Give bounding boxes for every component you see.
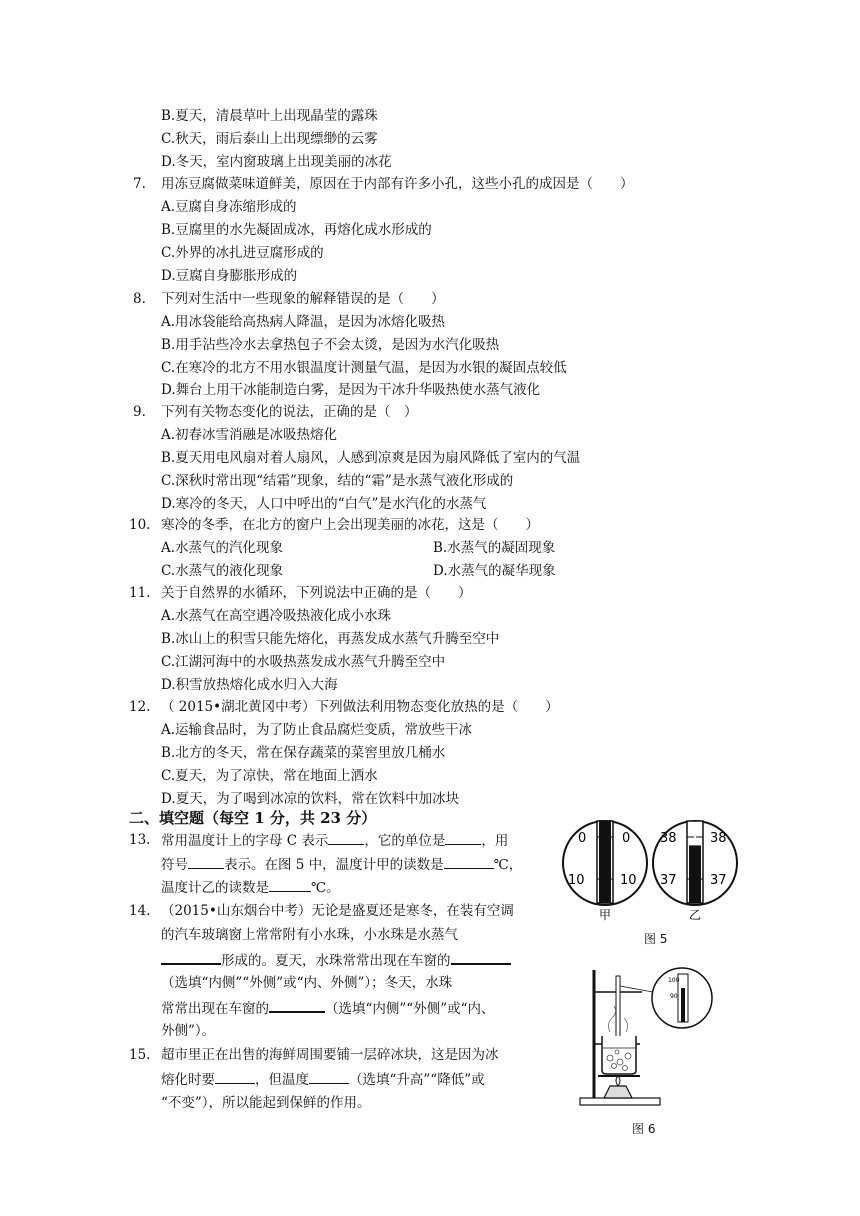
q10-option-d: D.水蒸气的凝华现象: [433, 563, 556, 579]
q7-option-a: A.豆腐自身冻缩形成的: [161, 199, 297, 215]
q15-text: ，但温度: [255, 1072, 309, 1088]
q13-text: 符号: [161, 857, 188, 873]
q15-line-2: [161, 1069, 485, 1090]
q12-option-d: D.夏天，为了喝到冰凉的饮料，常在饮料中加冰块: [161, 791, 460, 807]
q14-line-5: [161, 997, 495, 1019]
q7-number: 7.: [133, 176, 146, 192]
q13-text: ，它的单位是: [364, 833, 446, 849]
thermometer-yi-top-right: 38: [710, 831, 727, 846]
thermometer-jia-top-left: 0: [578, 831, 587, 846]
q13-number: 13.: [129, 832, 151, 848]
q12-option-c: C.夏天，为了凉快，常在地面上洒水: [161, 768, 378, 784]
thermometer-jia-top-right: 0: [622, 831, 631, 846]
q14-line-6: 外侧”）。: [161, 1023, 216, 1039]
answer-blank[interactable]: [445, 830, 481, 845]
q9-stem: 下列有关物态变化的说法，正确的是（ ）: [161, 404, 418, 420]
thermometer-jia-bottom-right: 10: [620, 873, 637, 888]
q13-text: ，用: [481, 833, 509, 849]
q6-option-c: C.秋天，雨后泰山上出现缥缈的云雾: [161, 131, 378, 147]
thermometer-jia-liquid: [599, 820, 611, 903]
q9-option-a: A.初春冰雪消融是冰吸热熔化: [161, 427, 338, 443]
q12-option-a: A.运输食品时，为了防止食品腐烂变质，常放些干冰: [161, 722, 473, 738]
answer-blank[interactable]: [328, 830, 364, 845]
alcohol-lamp: [604, 1086, 632, 1098]
answer-blank[interactable]: [269, 877, 311, 892]
q13-text: ℃，: [493, 857, 523, 873]
q9-number: 9.: [133, 404, 146, 420]
answer-blank[interactable]: [188, 854, 224, 869]
section-heading-fill-in: 二、填空题（每空 1 分，共 23 分）: [129, 809, 377, 827]
q13-text: 温度计乙的读数是: [161, 880, 269, 896]
q14-line-4: （选填“内侧”“外侧”或“内、外侧”）；冬天，水珠: [161, 975, 453, 991]
q13-line-1: [161, 830, 508, 851]
q15-line-3: “不变”），所以能起到保鲜的作用。: [161, 1095, 371, 1111]
thermometer-yi-bottom-right: 37: [710, 873, 727, 888]
thermometer-yi-liquid: [689, 845, 701, 903]
magnified-scale-mid: 90: [670, 993, 678, 1000]
answer-blank[interactable]: [215, 1069, 255, 1084]
q15-line-1: 超市里正在出售的海鲜周围要铺一层碎冰块，这是因为冰: [161, 1047, 499, 1063]
q7-option-c: C.外界的冰扎进豆腐形成的: [161, 245, 324, 261]
figure-6-apparatus: [570, 962, 720, 1112]
q12-number: 12.: [129, 699, 151, 715]
answer-blank[interactable]: [309, 1069, 349, 1084]
q14-line-2: 的汽车玻璃窗上常常附有小水珠，小水珠是水蒸气: [161, 927, 458, 943]
thermometer-yi-label: 乙: [689, 908, 702, 922]
q9-option-b: B.夏天用电风扇对着人扇风，人感到凉爽是因为扇风降低了室内的气温: [161, 450, 581, 466]
q15-text: （选填“升高”“降低”或: [349, 1072, 485, 1088]
q11-option-a: A.水蒸气在高空遇冷吸热液化成小水珠: [161, 608, 392, 624]
q8-option-b: B.用手沾些冷水去拿热包子不会太烫，是因为水汽化吸热: [161, 337, 500, 353]
q6-option-d: D.冬天，室内窗玻璃上出现美丽的冰花: [161, 154, 392, 170]
q8-option-c: C.在寒冷的北方不用水银温度计测量气温，是因为水银的凝固点较低: [161, 360, 567, 376]
answer-blank[interactable]: [161, 949, 221, 965]
q11-stem: 关于自然界的水循环，下列说法中正确的是（ ）: [161, 585, 472, 601]
q9-option-d: D.寒冷的冬天，人口中呼出的“白气”是水汽化的水蒸气: [161, 496, 487, 512]
thermometer-jia-bottom-left: 10: [568, 873, 585, 888]
q11-number: 11.: [129, 585, 151, 601]
q14-text: 形成的。夏天，水珠常常出现在车窗的: [221, 953, 451, 969]
q13-text: 常用温度计上的字母 C 表示: [161, 833, 329, 849]
thermometer-jia-label: 甲: [599, 908, 612, 922]
q14-text: （选填“内侧”“外侧”或“内、: [325, 1001, 495, 1017]
q12-stem: （ 2015•湖北黄冈中考）下列做法利用物态变化放热的是（ ）: [161, 699, 559, 715]
answer-blank[interactable]: [444, 854, 494, 869]
figure-6-caption: 图 6: [632, 1122, 656, 1136]
q13-line-3: [161, 877, 340, 898]
q8-stem: 下列对生活中一些现象的解释错误的是（ ）: [161, 291, 445, 307]
answer-blank[interactable]: [269, 997, 325, 1013]
q8-option-d: D.舞台上用干冰能制造白雾，是因为干冰升华吸热使水蒸气液化: [161, 382, 541, 398]
figure-5-caption: 图 5: [644, 932, 668, 946]
q12-option-b: B.北方的冬天，常在保存蔬菜的菜窖里放几桶水: [161, 745, 446, 761]
q13-text: 表示。在图 5 中，温度计甲的读数是: [224, 857, 444, 873]
q9-option-c: C.深秋时常出现“结霜”现象，结的“霜”是水蒸气液化形成的: [161, 473, 514, 489]
q10-option-b: B.水蒸气的凝固现象: [433, 540, 556, 556]
q15-text: 熔化时要: [161, 1072, 215, 1088]
stand-base: [580, 1098, 660, 1105]
q6-option-b: B.夏天，清晨草叶上出现晶莹的露珠: [161, 108, 378, 124]
thermometer-yi-top-left: 38: [660, 831, 677, 846]
magnified-thermometer-liquid: [681, 988, 685, 1022]
thermometer-yi-bottom-left: 37: [660, 873, 677, 888]
q7-stem: 用冻豆腐做菜味道鲜美，原因在于内部有许多小孔，这些小孔的成因是（ ）: [161, 176, 634, 192]
q7-option-d: D.豆腐自身膨胀形成的: [161, 268, 298, 284]
q8-number: 8.: [133, 291, 146, 307]
q10-option-a: A.水蒸气的汽化现象: [161, 540, 284, 556]
q11-option-c: C.江湖河海中的水吸热蒸发成水蒸气升腾至空中: [161, 654, 446, 670]
q10-number: 10.: [129, 517, 151, 533]
q8-option-a: A.用冰袋能给高热病人降温，是因为冰熔化吸热: [161, 314, 446, 330]
q14-text: 常常出现在车窗的: [161, 1001, 269, 1017]
figure-5-thermometers: [560, 815, 750, 925]
q14-line-3: [161, 949, 511, 971]
steam: [624, 1018, 628, 1032]
q15-number: 15.: [129, 1047, 151, 1063]
q13-line-2: [161, 854, 522, 875]
q10-stem: 寒冷的冬季，在北方的窗户上会出现美丽的冰花，这是（ ）: [161, 517, 539, 533]
q11-option-b: B.冰山上的积雪只能先熔化，再蒸发成水蒸气升腾至空中: [161, 631, 500, 647]
steam: [608, 1006, 615, 1032]
flame: [616, 1076, 620, 1086]
q13-text: ℃。: [311, 880, 340, 896]
q7-option-b: B.豆腐里的水先凝固成冰，再熔化成水形成的: [161, 222, 432, 238]
q14-number: 14.: [129, 903, 151, 919]
q14-line-1: （2015•山东烟台中考）无论是盛夏还是寒冬，在装有空调: [161, 903, 514, 919]
answer-blank[interactable]: [451, 949, 511, 965]
magnified-scale-top: 100: [668, 977, 680, 984]
q10-option-c: C.水蒸气的液化现象: [161, 563, 284, 579]
magnify-line: [620, 986, 653, 992]
q11-option-d: D.积雪放热熔化成水归入大海: [161, 677, 338, 693]
